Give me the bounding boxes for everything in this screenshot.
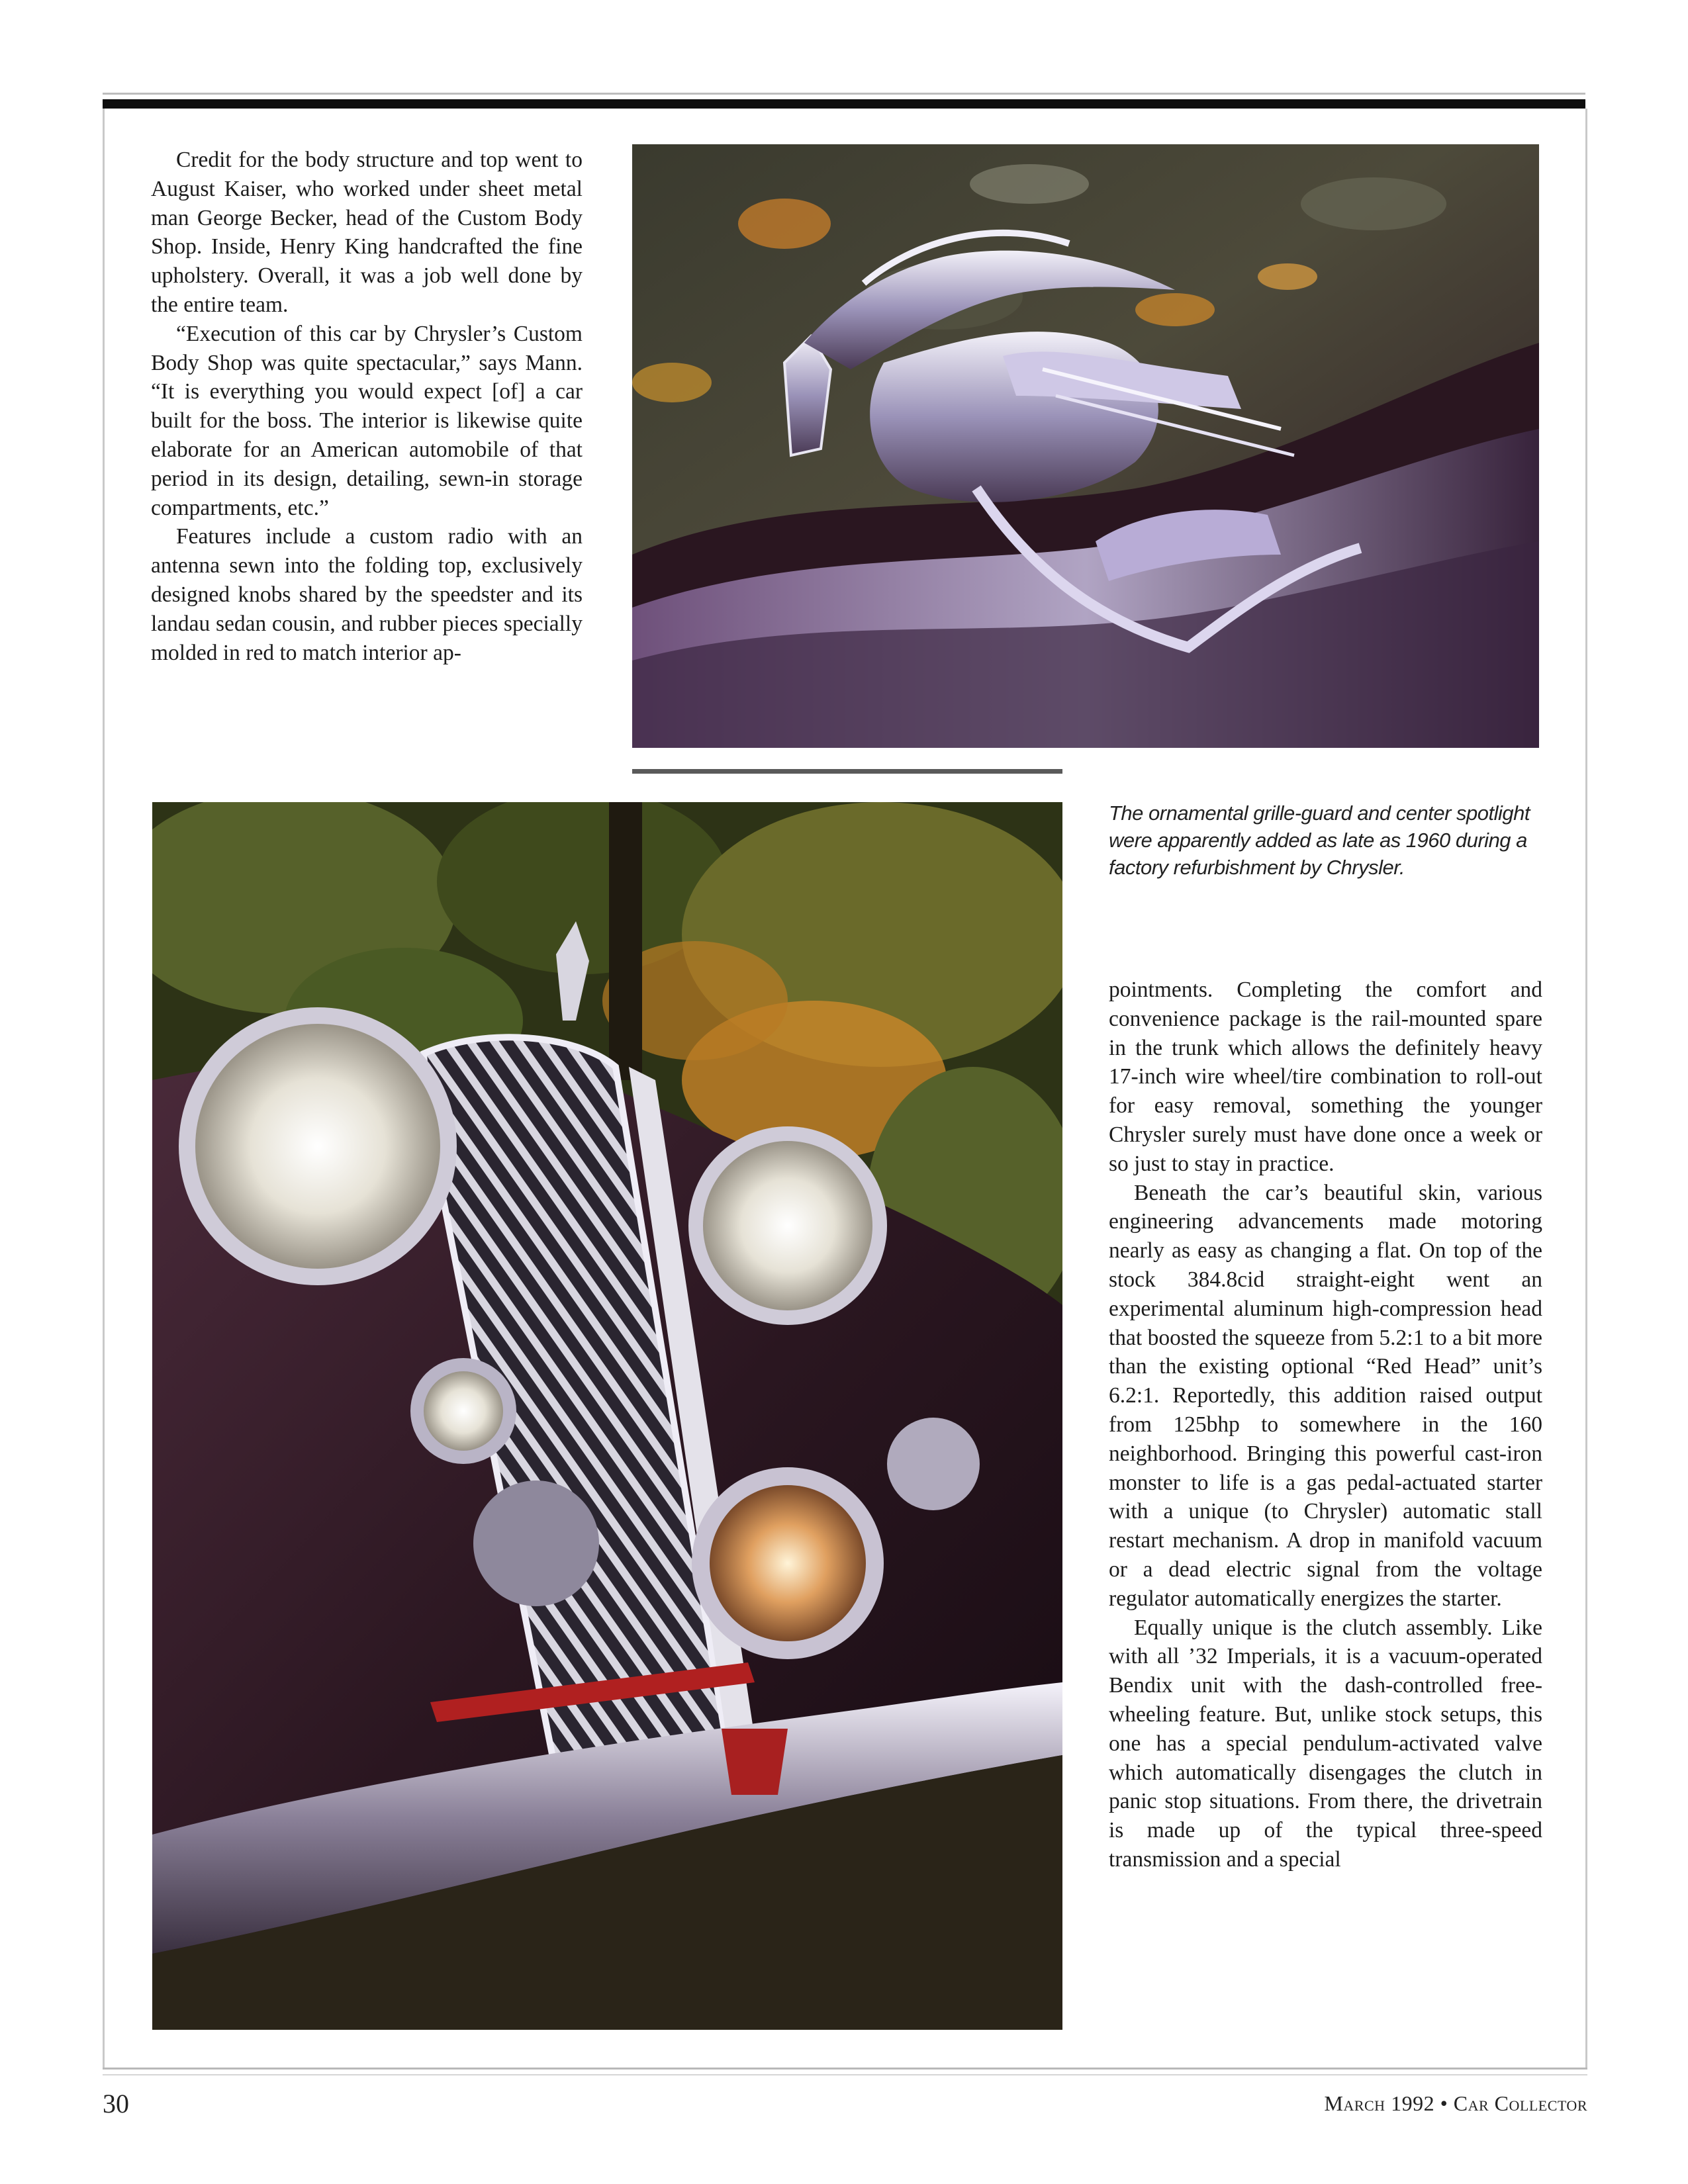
page-number: 30 bbox=[103, 2089, 129, 2118]
hood-ornament-photo bbox=[632, 144, 1539, 748]
header-rule bbox=[103, 99, 1585, 109]
article-column-left bbox=[151, 146, 583, 754]
footer-month: March bbox=[1324, 2091, 1385, 2115]
paragraph: Credit for the body structure and top went to August Kaiser, who worked under sheet metal man George Becker, head of the Custom Body Shop. Inside, Henry King handcrafted the fine upholstery. Overall, it was a job well done by the entire team. bbox=[151, 148, 583, 317]
paragraph: Features include a custom radio with an antenna sewn into the folding top, exclusively designed knobs shared by the speedster and its landau sedan cousin, and rubber pieces specially molded in red to match interior ap- bbox=[151, 524, 583, 665]
paragraph: “Execution of this car by Chrysler’s Custom Body Shop was quite spectacular,” says Mann. “It is everything you would expect [of] a car built for the boss. The interior is likewise quite elaborate for an American automobile of that period in its design, detailing, sewn-in storage compartments, etc.” bbox=[151, 321, 583, 520]
header-hairline bbox=[103, 93, 1585, 95]
footer-magazine: Car Collector bbox=[1453, 2091, 1587, 2115]
footer-hairline bbox=[103, 2074, 1587, 2075]
frame-right-line bbox=[1585, 109, 1587, 2068]
paragraph: Equally unique is the clutch assembly. Like with all ’32 Imperials, it is a vacuum-operated Bendix unit with the dash-controlled free-wheeling feature. But, unlike stock setups, this one has a special pendulum-activated valve which automatically disengages the clutch in panic stop situations. From there, the drivetrain is made up of the typical three-speed transmission and a special bbox=[1109, 1615, 1542, 1872]
frame-left-line bbox=[103, 109, 105, 2068]
car-front-photo bbox=[152, 802, 1062, 2030]
caption-divider bbox=[632, 769, 1062, 774]
article-column-right bbox=[1109, 976, 1542, 2034]
paragraph: pointments. Completing the comfort and convenience package is the rail-mounted spare in the trunk which allows the definitely heavy 17-inch wire wheel/tire combination to roll-out for easy removal, something the younger Chrysler surely must have done once a week or so just to stay in practice. bbox=[1109, 978, 1542, 1176]
footer-rule bbox=[103, 2068, 1587, 2070]
footer-year: 1992 bbox=[1391, 2091, 1435, 2115]
running-footer bbox=[1324, 2091, 1587, 2116]
paragraph: Beneath the car’s beautiful skin, various engineering advancements made motoring nearly as easy as changing a flat. On top of the stock 384.8cid straight-eight went an experimental aluminum high-compression head that boosted the squeeze from 5.2:1 to a bit more than the existing optional “Red Head” unit’s 6.2:1. Reportedly, this addition raised output from 125bhp to somewhere in the 160 neighborhood. Bringing this powerful cast-iron monster to life is a gas pedal-actuated starter with a unique (to Chrysler) automatic stall restart mechanism. A drop in manifold vacuum or a dead electric signal from the voltage regulator automatically energizes the starter. bbox=[1109, 1180, 1542, 1611]
photo-caption: The ornamental grille-guard and center spotlight were apparently added as late as 1960 during a factory refurbishment by Chrysler. bbox=[1109, 801, 1530, 879]
footer-separator: • bbox=[1440, 2091, 1448, 2115]
